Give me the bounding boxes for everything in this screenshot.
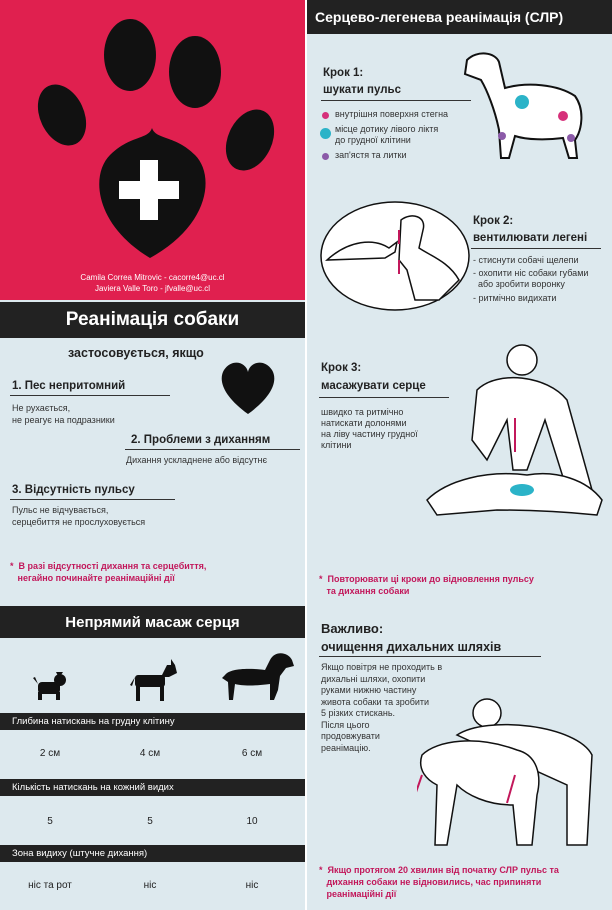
depth-medium: 4 см [139,748,161,759]
paw-heart-cross-icon [0,0,305,300]
condition-3-title: 3. Відсутність пульсу [12,484,135,496]
count-medium: 5 [147,816,153,827]
step3-action: масажувати серце [321,380,426,392]
applies-heading: застосовується, якщо [68,346,204,360]
cpr-title: Непрямий масаж серця [0,606,305,638]
zone-medium: ніс [143,880,157,891]
heart-icon [218,358,278,416]
elbow-dot-icon [320,128,331,139]
count-label: Кількість натискань на кожний видих [0,779,305,796]
important-desc: Якщо повітря не проходить в дихальні шляхи, охопити руками нижню частину живота собаки та зробити 5 різких стискань. Після цього продовжувати реанімацію. [321,662,443,753]
condition-2-desc: Дихання ускладнене або відсутнє [126,455,268,465]
step2-item-1: - стиснути собачі щелепи [473,255,579,265]
count-large: 10 [246,816,258,827]
airway-clearing-illustration [417,695,609,855]
count-small: 5 [47,816,53,827]
step1-label: Крок 1: [323,67,364,79]
step2-item-3: - ритмічно видихати [473,293,557,303]
right-panel [307,0,612,910]
step1-action: шукати пульс [323,84,401,96]
wrist-dot-icon [322,153,329,160]
credit-line-1: Camila Correa Mitrovic - cacorre4@uc.cl [80,273,225,282]
step3-desc: швидко та ритмічно натискати долонями на ліву частину грудної клітини [321,407,418,450]
zone-small: ніс та рот [28,880,72,891]
step1-item-2: місце дотику лівого ліктя до грудної клітини [335,124,439,145]
dog-sizes-icon [30,650,300,705]
condition-2-title: 2. Проблеми з диханням [131,434,271,446]
step2-item-2: - охопити ніс собаки губами або зробити воронку [473,268,589,289]
cpr-header: Серцево-легенева реанімація (СЛР) [307,0,612,34]
important-action: очищення дихальних шляхів [321,640,502,654]
left-panel [0,0,305,910]
condition-1-title: 1. Пес непритомний [12,380,126,392]
chest-compression-illustration [417,340,609,558]
standing-dog-icon [457,40,609,165]
large-dog-icon [222,653,294,700]
page-title: Реанімація собаки [0,302,305,338]
step1-item-1: внутрішня поверхня стегна [335,109,449,119]
repeat-note: * Повторювати ці кроки до відновлення пульсу та дихання собаки [319,574,534,596]
depth-small: 2 см [39,748,61,759]
step1-item-3: зап'ястя та литки [335,150,407,160]
depth-large: 6 см [241,748,263,759]
step2-action: вентилювати легені [473,232,588,244]
condition-3-desc: Пульс не відчувається, серцебиття не прослуховується [12,505,146,527]
step2-label: Крок 2: [473,215,514,227]
step3-label: Крок 3: [321,362,362,374]
rescue-breathing-illustration [319,200,471,312]
important-label: Важливо: [321,621,384,636]
zone-large: ніс [245,880,259,891]
condition-1-desc: Не рухається, не реагує на подразники [12,403,115,425]
credit-line-2: Javiera Valle Toro - jfvalle@uc.cl [95,284,210,293]
zone-label: Зона видиху (штучне дихання) [0,845,305,862]
thigh-dot-icon [322,112,329,119]
warning-note: * В разі відсутності дихання та серцебиття, негайно починайте реанімаційні дії [10,561,207,583]
medium-dog-icon [130,659,177,701]
hero-banner [0,0,305,300]
final-note: * Якщо протягом 20 хвилин від початку СЛР пульс та дихання собаки не відновились, час припиняти реанімаційні дії [319,865,559,899]
small-dog-icon [33,672,66,700]
depth-label: Глибина натискань на грудну клітину [0,713,305,730]
